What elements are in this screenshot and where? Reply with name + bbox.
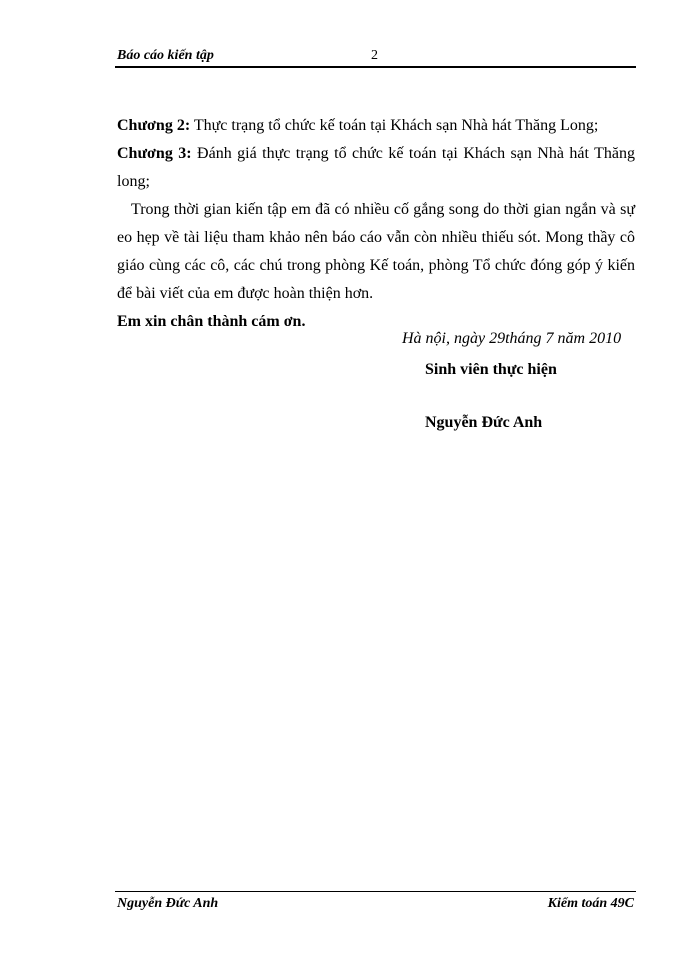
chapter-2-label: Chương 2: [117, 117, 191, 134]
signature-date: Hà nội, ngày 29tháng 7 năm 2010 [402, 330, 622, 347]
chapter-3-text: Đánh giá thực trạng tổ chức kế toán tại Khách sạn Nhà hát Thăng long; [117, 145, 635, 190]
page-number: 2 [371, 48, 378, 63]
chapter-3-line [117, 140, 635, 196]
footer-class: Kiểm toán 49C [547, 896, 634, 911]
closing-paragraph: Trong thời gian kiến tập em đã có nhiều cố gắng song do thời gian ngắn và sự eo hẹp về tài liệu tham khảo nên báo cáo vẫn còn nhiều thiếu sót. Mong thầy cô giáo cùng các cô, các chú trong phòng Kế toán, phòng Tổ chức đóng góp ý kiến để bài viết của em được hoàn thiện hơn. [117, 201, 635, 302]
footer-divider [115, 891, 636, 892]
chapter-3-label: Chương 3: [117, 145, 192, 162]
document-body [117, 112, 635, 336]
footer-author: Nguyễn Đức Anh [117, 896, 219, 911]
header-divider [115, 66, 636, 68]
chapter-2-line [117, 112, 635, 140]
header-title: Báo cáo kiến tập [117, 48, 214, 63]
page-header [117, 48, 635, 68]
thanks-line: Em xin chân thành cám ơn. [117, 313, 306, 330]
chapter-2-text: Thực trạng tổ chức kế toán tại Khách sạn Nhà hát Thăng Long; [190, 117, 599, 134]
signature-title: Sinh viên thực hiện [425, 361, 557, 378]
signature-name: Nguyễn Đức Anh [425, 414, 543, 431]
